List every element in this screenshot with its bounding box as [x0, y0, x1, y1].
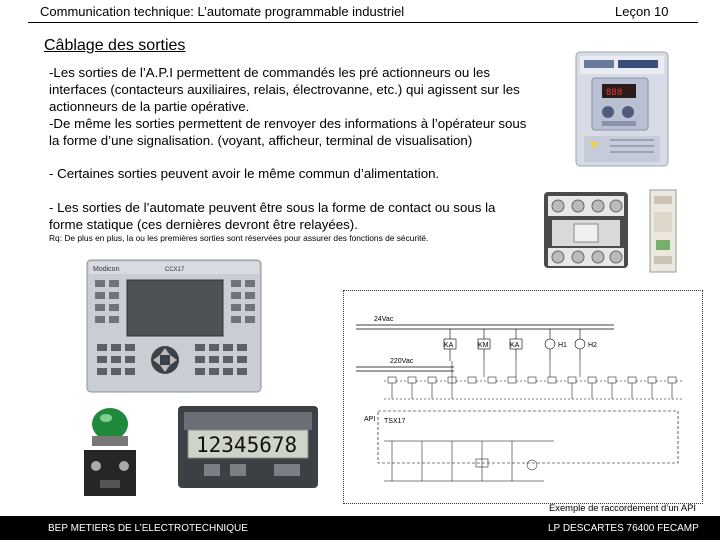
counter-digits: 12345678 — [196, 433, 298, 457]
load-label: H1 — [558, 342, 567, 349]
footer-course: BEP METIERS DE L’ELECTROTECHNIQUE — [48, 523, 248, 534]
speed-drive-image — [562, 48, 682, 170]
plc-label: TSX17 — [384, 418, 406, 425]
footer-school: LP DESCARTES 76400 FECAMP — [548, 523, 699, 534]
wiring-diagram — [343, 290, 703, 504]
paragraph-line: interfaces (contacteurs auxiliaires, relais, électrovanne, etc.) qui agissent sur les — [49, 82, 520, 97]
paragraph-line: -De même les sorties permettent de renvoyer des informations à l’opérateur sous — [49, 116, 527, 131]
voltage-24vac-label: 24Vac — [374, 316, 394, 323]
paragraph-line: forme statique (ces dernières devront être relayées). — [49, 217, 358, 232]
paragraph-line: la forme d’une signalisation. (voyant, afficheur, terminal de visualisation) — [49, 133, 473, 148]
contactor-image — [538, 186, 634, 272]
remark-note: Rq: De plus en plus, la ou les premières sorties sont réservées pour assurer des fonctions de sécurité. — [49, 233, 429, 243]
operator-terminal-image — [85, 258, 263, 394]
terminal-model: CCX17 — [165, 267, 185, 273]
paragraph-line: - Les sorties de l’automate peuvent être sous la forme de contact ou sous la — [49, 200, 496, 215]
terminal-brand: Modicon — [93, 266, 120, 273]
pilot-light-image — [78, 404, 142, 500]
paragraph-outputs-role — [49, 64, 526, 149]
paragraph-line: actionneurs de la partie opérative. — [49, 99, 250, 114]
api-label: API — [364, 416, 376, 423]
header-lesson-number: Leçon 10 — [615, 4, 669, 19]
header-divider — [28, 22, 698, 23]
load-label: KA — [444, 342, 454, 349]
counter-display-image — [174, 402, 324, 492]
relay-module-image — [644, 186, 682, 276]
load-label: KA — [510, 342, 520, 349]
diagram-caption: Exemple de raccordement d’un API — [549, 502, 696, 513]
paragraph-output-types — [49, 199, 495, 233]
load-label: H2 — [588, 342, 597, 349]
section-title: Câblage des sorties — [44, 37, 186, 54]
svg-text:888: 888 — [606, 88, 623, 98]
voltage-220vac-label: 220Vac — [390, 358, 414, 365]
paragraph-line: -Les sorties de l’A.P.I permettent de commandés les pré actionneurs ou les — [49, 65, 490, 80]
header-course-title: Communication technique: L’automate programmable industriel — [40, 4, 405, 19]
paragraph-common-supply: - Certaines sorties peuvent avoir le même commun d’alimentation. — [49, 166, 440, 181]
load-label: KM — [478, 342, 489, 349]
